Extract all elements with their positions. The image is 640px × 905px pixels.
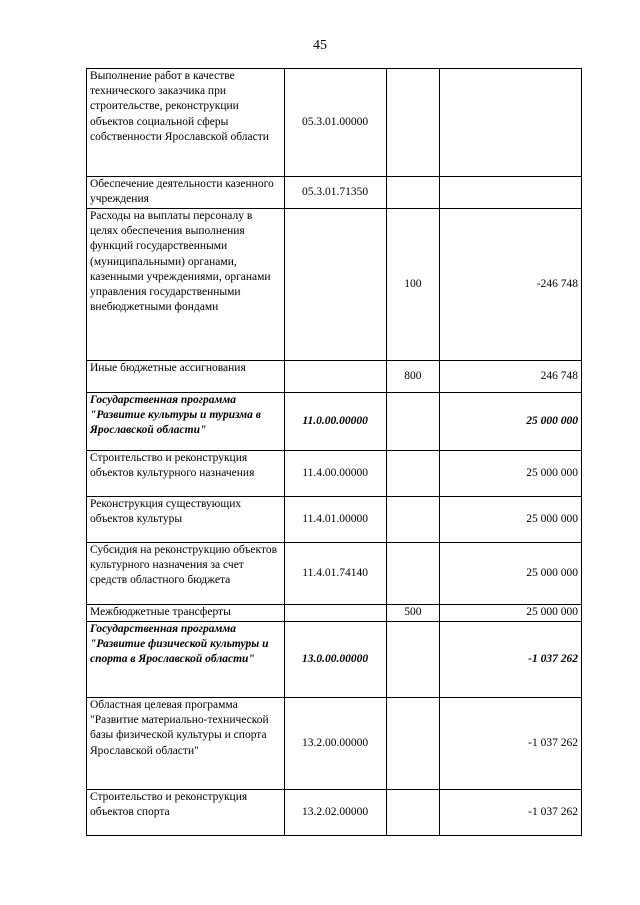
row-sum-cell: -246 748 <box>440 209 582 361</box>
row-expense-type-cell <box>386 543 439 605</box>
table-row <box>87 393 582 451</box>
row-code-cell: 11.0.00.00000 <box>284 393 386 451</box>
row-code-cell: 05.3.01.00000 <box>284 69 386 177</box>
row-name-cell: Расходы на выплаты персоналу в целях обеспечения выполнения функций государственными (муниципальными) органами, казенными учреждениями, органами управления государственными внебюджетными фондами <box>87 209 285 361</box>
row-sum-cell: 25 000 000 <box>440 605 582 622</box>
row-name-cell: Выполнение работ в качестве технического заказчика при строительстве, реконструкции объектов социальной сферы собственности Ярославской области <box>87 69 285 177</box>
table-row <box>87 790 582 836</box>
table-row <box>87 177 582 209</box>
row-expense-type-cell <box>386 451 439 497</box>
table-row <box>87 451 582 497</box>
row-expense-type-cell: 500 <box>386 605 439 622</box>
row-expense-type-cell <box>386 69 439 177</box>
row-name-cell: Государственная программа "Развитие физической культуры и спорта в Ярославской области" <box>87 622 285 698</box>
row-name-cell: Межбюджетные трансферты <box>87 605 285 622</box>
row-expense-type-cell <box>386 698 439 790</box>
row-sum-cell: -1 037 262 <box>440 622 582 698</box>
row-name-cell: Обеспечение деятельности казенного учреждения <box>87 177 285 209</box>
row-expense-type-cell <box>386 177 439 209</box>
row-expense-type-cell: 100 <box>386 209 439 361</box>
row-name-cell: Субсидия на реконструкцию объектов культурного назначения за счет средств областного бюджета <box>87 543 285 605</box>
row-code-cell <box>284 605 386 622</box>
row-code-cell: 11.4.01.00000 <box>284 497 386 543</box>
row-name-cell: Иные бюджетные ассигнования <box>87 361 285 393</box>
table-row <box>87 361 582 393</box>
page-number: 45 <box>313 38 327 53</box>
row-sum-cell: 246 748 <box>440 361 582 393</box>
row-name-cell: Реконструкция существующих объектов культуры <box>87 497 285 543</box>
row-code-cell: 11.4.01.74140 <box>284 543 386 605</box>
budget-table <box>86 68 582 836</box>
row-code-cell <box>284 209 386 361</box>
row-sum-cell: -1 037 262 <box>440 698 582 790</box>
row-expense-type-cell <box>386 497 439 543</box>
row-expense-type-cell <box>386 393 439 451</box>
row-sum-cell: 25 000 000 <box>440 497 582 543</box>
budget-table-body <box>87 69 582 836</box>
table-row <box>87 543 582 605</box>
row-sum-cell: 25 000 000 <box>440 543 582 605</box>
row-name-cell: Государственная программа "Развитие культуры и туризма в Ярославской области" <box>87 393 285 451</box>
row-expense-type-cell <box>386 790 439 836</box>
row-expense-type-cell: 800 <box>386 361 439 393</box>
row-sum-cell: 25 000 000 <box>440 393 582 451</box>
row-code-cell: 13.2.00.00000 <box>284 698 386 790</box>
row-code-cell: 05.3.01.71350 <box>284 177 386 209</box>
table-row <box>87 69 582 177</box>
row-expense-type-cell <box>386 622 439 698</box>
row-sum-cell <box>440 177 582 209</box>
row-code-cell: 11.4.00.00000 <box>284 451 386 497</box>
row-code-cell <box>284 361 386 393</box>
row-sum-cell <box>440 69 582 177</box>
table-row <box>87 698 582 790</box>
row-sum-cell: 25 000 000 <box>440 451 582 497</box>
row-code-cell: 13.0.00.00000 <box>284 622 386 698</box>
row-name-cell: Строительство и реконструкция объектов спорта <box>87 790 285 836</box>
table-row <box>87 209 582 361</box>
row-name-cell: Областная целевая программа "Развитие материально-технической базы физической культуры и спорта Ярославской области" <box>87 698 285 790</box>
table-row <box>87 605 582 622</box>
table-row <box>87 497 582 543</box>
row-name-cell: Строительство и реконструкция объектов культурного назначения <box>87 451 285 497</box>
table-row <box>87 622 582 698</box>
row-sum-cell: -1 037 262 <box>440 790 582 836</box>
row-code-cell: 13.2.02.00000 <box>284 790 386 836</box>
